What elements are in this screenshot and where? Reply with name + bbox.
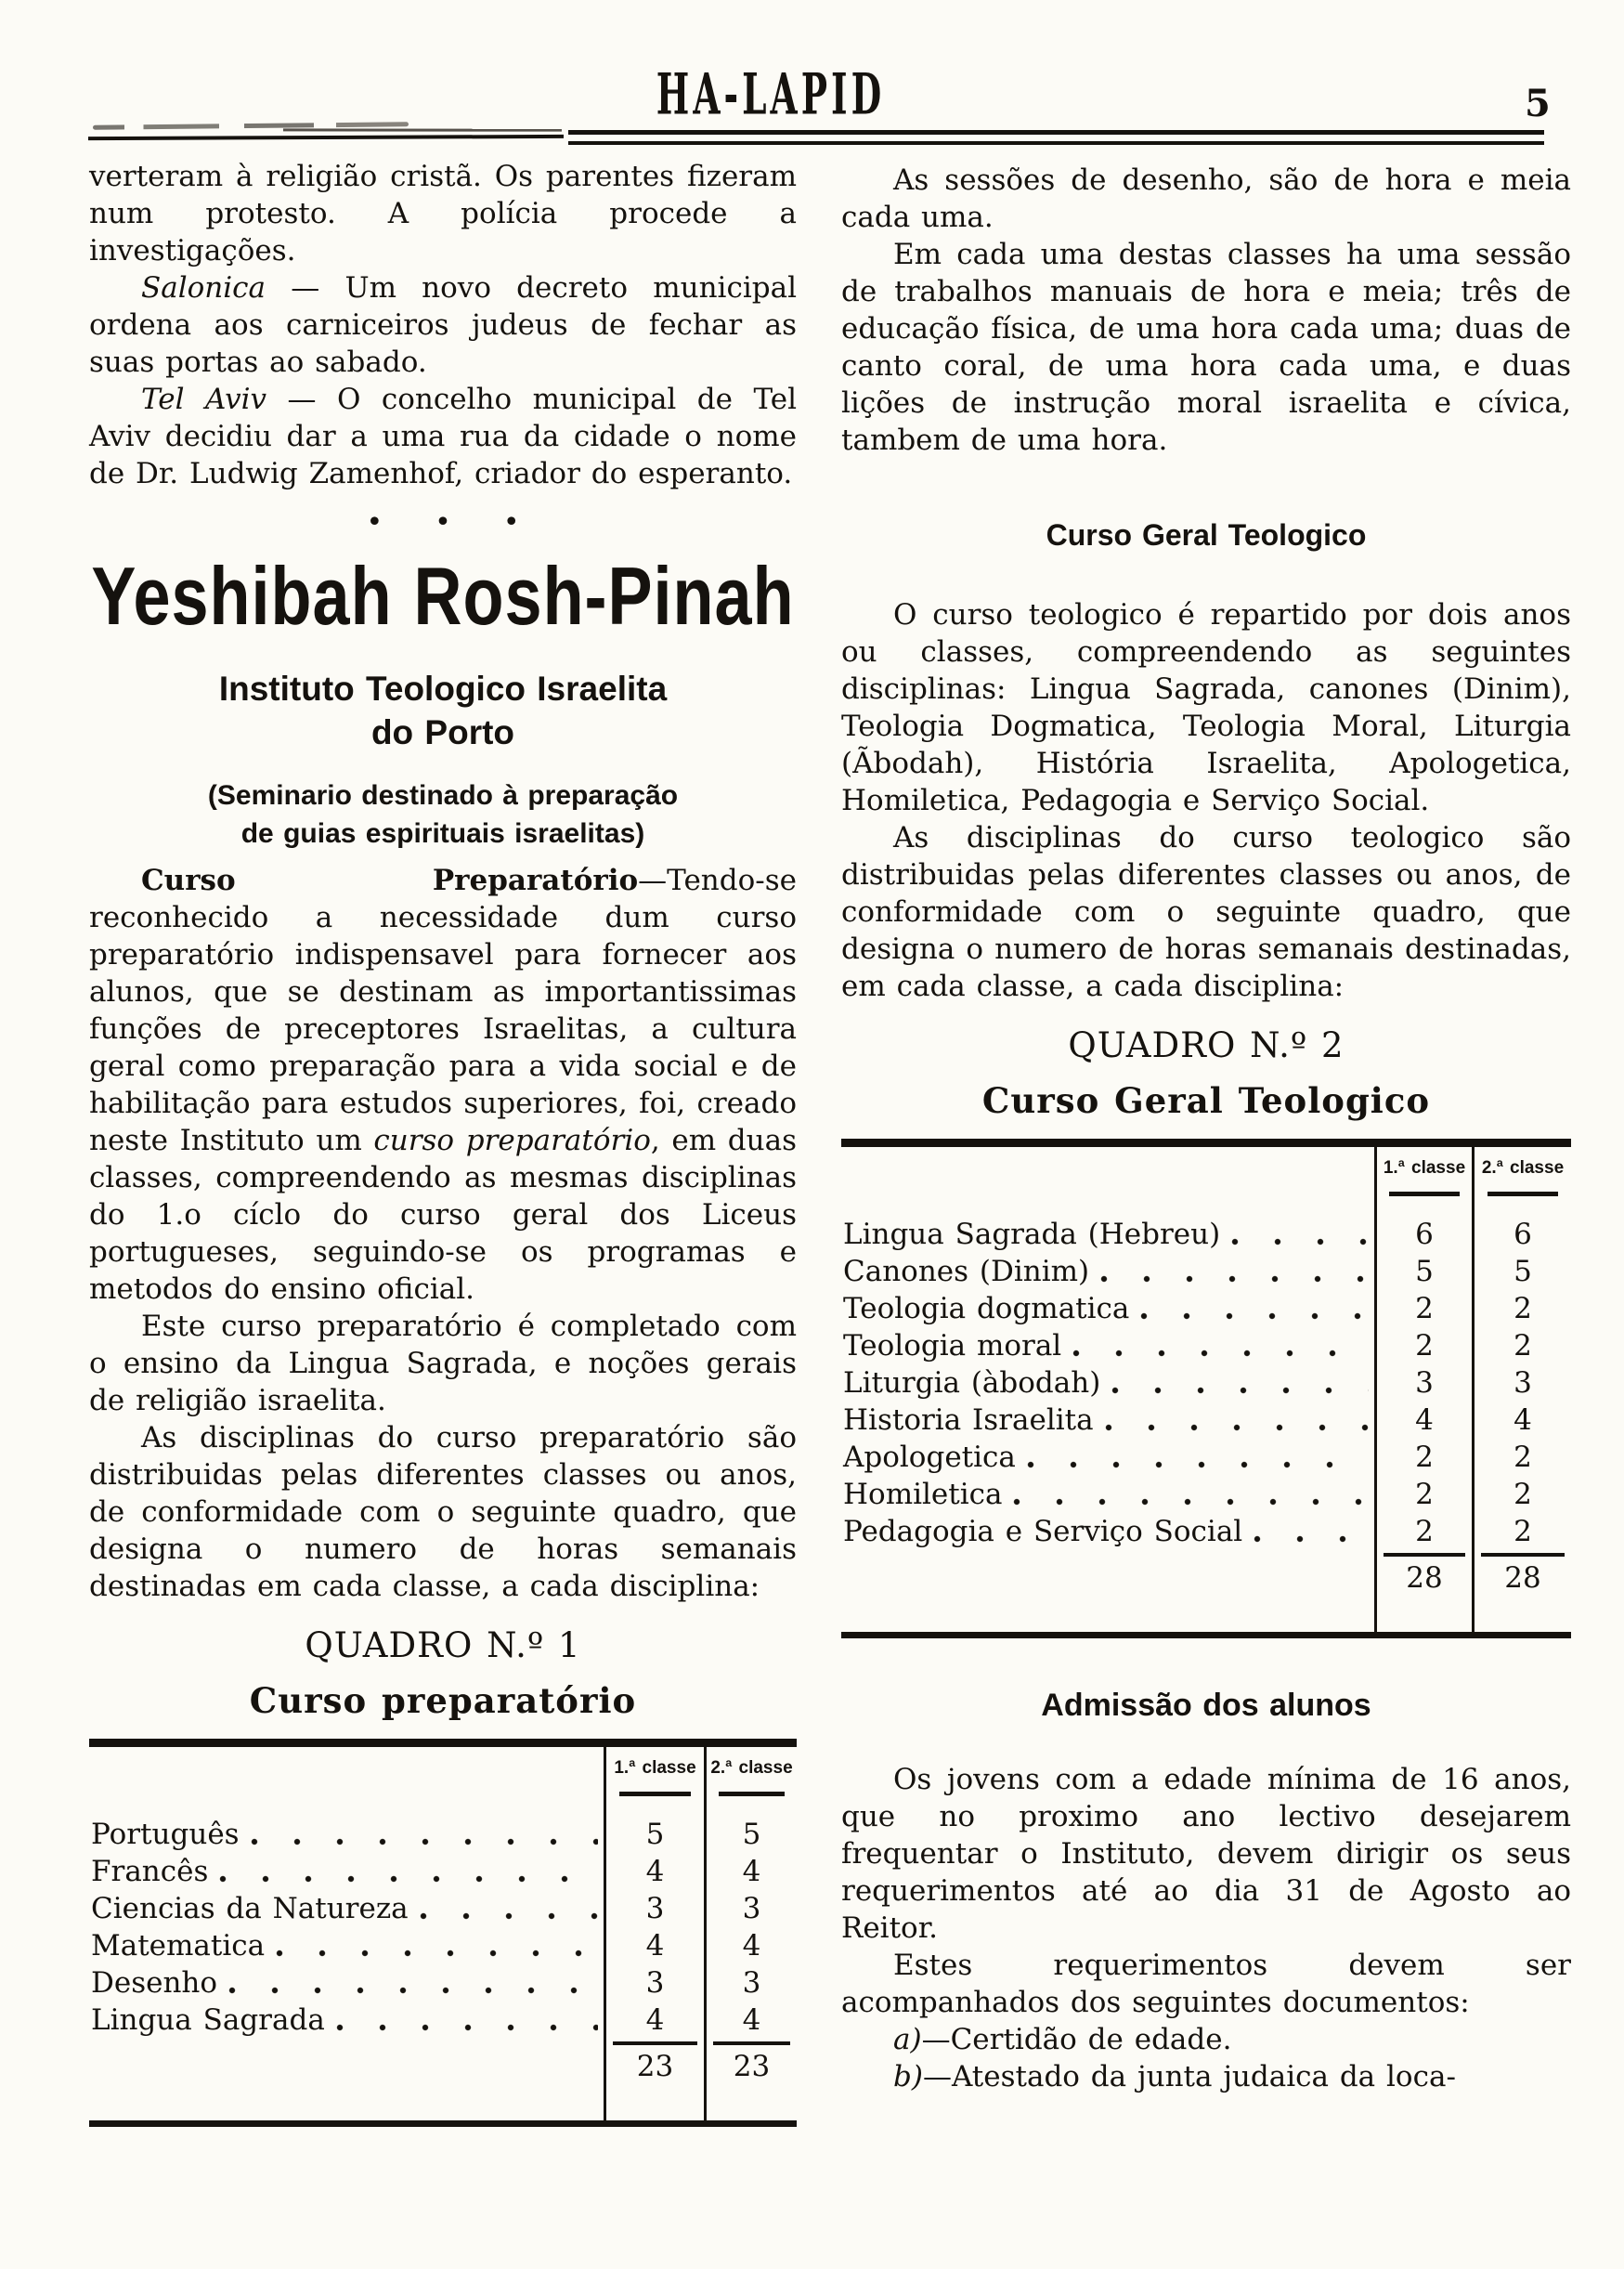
row-label-cell <box>841 1253 1374 1290</box>
italic-phrase: curso preparatório <box>373 1124 651 1157</box>
row-value-col1: 3 <box>604 1890 704 1927</box>
total-col1 <box>604 2039 704 2091</box>
header-rule-right <box>568 130 1544 145</box>
paragraph: Estes requerimentos devem ser acompanhados dos seguintes documentos: <box>841 1949 1571 2019</box>
row-value-col2: 4 <box>704 1853 797 1890</box>
row-value-col1: 4 <box>604 2002 704 2039</box>
list-marker: a) <box>893 2023 922 2056</box>
row-label: Pedagogia e Serviço Social <box>843 1515 1243 1548</box>
row-value-col2: 4 <box>1472 1402 1571 1439</box>
table-header-row <box>89 1747 797 1816</box>
total-value: 28 <box>1504 1561 1541 1595</box>
document-list-item <box>841 2021 1571 2058</box>
subtitle-line: Instituto Teologico Israelita <box>218 670 668 708</box>
list-marker: b) <box>893 2060 923 2093</box>
paragraph-lead: Curso Preparatório <box>141 864 639 897</box>
dots-separator: ••• <box>366 506 572 539</box>
table-kicker: QUADRO N.º 2 <box>1068 1025 1345 1065</box>
table-row <box>841 1439 1571 1476</box>
dot-leader <box>1100 1274 1369 1284</box>
row-label: Historia Israelita <box>843 1403 1094 1437</box>
row-label-cell <box>89 1964 604 2002</box>
total-rule <box>1384 1553 1465 1557</box>
list-text: —Atestado da junta judaica da loca- <box>922 2060 1456 2093</box>
row-value-col2: 2 <box>1472 1327 1571 1364</box>
row-label-cell <box>89 1853 604 1890</box>
row-label-cell <box>841 1513 1374 1550</box>
dot-leader <box>1013 1497 1369 1506</box>
news-item-telaviv <box>89 381 797 492</box>
row-value-col2: 5 <box>704 1816 797 1853</box>
dot-leader <box>1027 1460 1369 1469</box>
dot-leader <box>228 1986 598 1995</box>
table-body <box>841 1216 1571 1550</box>
paragraph-continuation: verteram à religião cristã. Os parentes fizeram num protesto. A polícia procede a investigações. <box>89 160 797 267</box>
spacer-cell <box>841 1602 1374 1632</box>
row-label: Liturgia (àbodah) <box>843 1366 1101 1400</box>
table-row <box>89 2002 797 2039</box>
table-row <box>841 1402 1571 1439</box>
row-value-col1: 3 <box>604 1964 704 2002</box>
column-header-label: 2.ª classe <box>710 1758 793 1778</box>
table-row <box>841 1327 1571 1364</box>
table-curso-geral-teologico <box>841 1139 1571 1638</box>
row-value-col2: 2 <box>1472 1476 1571 1513</box>
article-title: Yeshibah Rosh-Pinah <box>91 552 795 643</box>
table-row <box>841 1253 1571 1290</box>
spacer-cell <box>89 2091 604 2120</box>
paragraph-text: , em duas classes, compreendendo as mesmas disciplinas do 1.o cíclo do curso geral dos Liceus portugueses, seguindo-se os programas e metodos do ensino oficial. <box>89 1124 797 1306</box>
row-label: Canones (Dinim) <box>843 1255 1090 1288</box>
column-header-underline <box>619 1792 692 1796</box>
document-list <box>841 2021 1571 2095</box>
table-row <box>89 1816 797 1853</box>
dot-leader <box>251 1837 598 1846</box>
row-label: Ciencias da Natureza <box>91 1892 409 1925</box>
column-header-label: 1.ª classe <box>614 1758 696 1778</box>
table-row <box>89 1890 797 1927</box>
row-value-col1: 4 <box>604 1853 704 1890</box>
dot-leader <box>336 2023 598 2032</box>
news-dateline: Tel Aviv <box>141 383 267 416</box>
row-label-cell <box>841 1402 1374 1439</box>
spacer-cell <box>1472 1602 1571 1632</box>
row-label-cell <box>89 1816 604 1853</box>
paragraph-text: —Tendo-se reconhecido a necessidade dum curso preparatório indispensavel para fornecer aos alunos, que se destinam as importantissimas funções de preceptores Israelitas, a cultura geral como preparação para a vida social e de habilitação para estudos superiores, foi, creado neste Instituto um <box>89 864 797 1157</box>
paragraph: Este curso preparatório é completado com o ensino da Lingua Sagrada, e noções gerais de religião israelita. <box>89 1310 797 1417</box>
row-value-col1: 2 <box>1374 1327 1472 1364</box>
row-value-col1: 2 <box>1374 1439 1472 1476</box>
row-label: Apologetica <box>843 1441 1016 1474</box>
table-header-col2 <box>704 1747 797 1816</box>
news-item-salonica <box>89 269 797 381</box>
row-label-cell <box>89 2002 604 2039</box>
article-note <box>89 776 797 853</box>
dot-leader <box>1231 1237 1369 1246</box>
table-row <box>841 1513 1571 1550</box>
total-col2 <box>1472 1550 1571 1602</box>
table-row <box>89 1964 797 2002</box>
table-body <box>89 1816 797 2039</box>
row-value-col1: 3 <box>1374 1364 1472 1402</box>
news-body: — O concelho municipal de Tel Aviv decidiu dar a uma rua da cidade o nome de Dr. Ludwig Zamenhof, criador do esperanto. <box>89 383 797 490</box>
section-heading-curso-geral: Curso Geral Teologico <box>1046 518 1367 552</box>
paragraph: Os jovens com a edade mínima de 16 anos, que no proximo ano lectivo desejarem frequentar o Instituto, devem dirigir os seus requerimentos até ao dia 31 de Agosto ao Reitor. <box>841 1763 1571 1945</box>
row-label-cell <box>841 1327 1374 1364</box>
table-header-col1 <box>1374 1147 1472 1216</box>
table-row <box>841 1290 1571 1327</box>
table-row <box>89 1927 797 1964</box>
table-curso-preparatorio <box>89 1739 797 2127</box>
row-label-cell <box>89 1890 604 1927</box>
dot-leader <box>1072 1349 1369 1358</box>
table-header-row <box>841 1147 1571 1216</box>
row-value-col2: 4 <box>704 2002 797 2039</box>
table-spacer-row <box>89 2091 797 2120</box>
row-label: Lingua Sagrada <box>91 2003 325 2037</box>
newspaper-title: HA-LAPID <box>656 61 886 129</box>
row-label-cell <box>841 1290 1374 1327</box>
row-label-cell <box>841 1476 1374 1513</box>
dot-leader <box>219 1874 598 1884</box>
row-value-col2: 2 <box>1472 1290 1571 1327</box>
table-total-row <box>841 1550 1571 1602</box>
row-label: Desenho <box>91 1966 218 2000</box>
column-header-underline <box>1389 1192 1459 1196</box>
document-list-item <box>841 2058 1571 2095</box>
dot-leader <box>420 1911 598 1921</box>
total-rule <box>713 2041 790 2045</box>
row-label: Francês <box>91 1855 209 1888</box>
table-total-row <box>89 2039 797 2091</box>
spacer-cell <box>604 2091 704 2120</box>
dot-leader <box>1254 1534 1369 1544</box>
dot-leader <box>276 1949 598 1958</box>
row-value-col1: 2 <box>1374 1513 1472 1550</box>
row-value-col2: 3 <box>704 1890 797 1927</box>
row-label: Teologia moral <box>843 1329 1062 1363</box>
table-row <box>89 1853 797 1890</box>
row-value-col1: 5 <box>604 1816 704 1853</box>
page-number: 5 <box>1525 82 1551 125</box>
paragraph-curso-preparatorio <box>89 862 797 1308</box>
table-header-col1 <box>604 1747 704 1816</box>
row-label-cell <box>841 1216 1374 1253</box>
row-label: Homiletica <box>843 1478 1003 1511</box>
column-header-underline <box>719 1792 786 1796</box>
row-value-col1: 4 <box>604 1927 704 1964</box>
news-dateline: Salonica <box>141 271 266 305</box>
row-value-col1: 2 <box>1374 1290 1472 1327</box>
left-column <box>89 158 797 2127</box>
note-line: de guias espirituais israelitas) <box>240 818 645 849</box>
dot-leader <box>1140 1311 1369 1321</box>
masthead <box>0 61 1541 129</box>
dot-leader <box>1105 1423 1369 1432</box>
table-row <box>841 1364 1571 1402</box>
total-col2 <box>704 2039 797 2091</box>
section-heading-admissao: Admissão dos alunos <box>1041 1688 1371 1723</box>
row-value-col1: 6 <box>1374 1216 1472 1253</box>
row-value-col1: 2 <box>1374 1476 1472 1513</box>
paragraph: Em cada uma destas classes ha uma sessão de trabalhos manuais de hora e meia; três de educação física, de uma hora cada uma; duas de canto coral, de uma hora cada uma, e duas lições de instrução moral israelita e cívica, tambem de uma hora. <box>841 238 1571 457</box>
table-spacer-row <box>841 1602 1571 1632</box>
article-subtitle <box>89 667 797 754</box>
table-header-col2 <box>1472 1147 1571 1216</box>
dot-leader <box>1111 1386 1369 1395</box>
column-header-label: 2.ª classe <box>1481 1158 1565 1178</box>
paragraph: As sessões de desenho, são de hora e meia cada uma. <box>841 163 1571 234</box>
table-header-empty <box>841 1147 1374 1216</box>
total-value: 23 <box>733 2050 771 2083</box>
row-label: Português <box>91 1818 240 1851</box>
row-value-col2: 5 <box>1472 1253 1571 1290</box>
row-value-col2: 6 <box>1472 1216 1571 1253</box>
row-value-col2: 3 <box>1472 1364 1571 1402</box>
note-line: (Seminario destinado à preparação <box>207 780 679 811</box>
row-label: Matematica <box>91 1929 266 1963</box>
subtitle-line: do Porto <box>370 713 515 751</box>
paragraph: As disciplinas do curso teologico são distribuidas pelas diferentes classes ou anos, de conformidade com o seguinte quadro, que designa o numero de horas semanais destinadas, em cada classe, a cada disciplina: <box>841 821 1571 1003</box>
table-row <box>841 1216 1571 1253</box>
total-rule <box>613 2041 696 2045</box>
row-label-cell <box>89 1927 604 1964</box>
total-value: 23 <box>636 2050 674 2083</box>
row-value-col1: 5 <box>1374 1253 1472 1290</box>
paragraph: O curso teologico é repartido por dois anos ou classes, compreendendo as seguintes disciplinas: Lingua Sagrada, canones (Dinim), Teologia Dogmatica, Teologia Moral, Liturgia (Ãbodah), História Israelita, Apologetica, Homiletica, Pedagogia e Serviço Social. <box>841 598 1571 817</box>
right-column <box>841 162 1571 2095</box>
table-row <box>841 1476 1571 1513</box>
list-text: —Certidão de edade. <box>921 2023 1232 2056</box>
row-value-col2: 2 <box>1472 1439 1571 1476</box>
row-label: Lingua Sagrada (Hebreu) <box>843 1218 1221 1251</box>
total-rule <box>1481 1553 1564 1557</box>
column-header-underline <box>1488 1192 1559 1196</box>
row-label: Teologia dogmatica <box>843 1292 1130 1325</box>
row-value-col2: 4 <box>704 1927 797 1964</box>
spacer-cell <box>704 2091 797 2120</box>
news-body: — Um novo decreto municipal ordena aos carniceiros judeus de fechar as suas portas ao sabado. <box>89 271 797 379</box>
row-label-cell <box>841 1439 1374 1476</box>
row-label-cell <box>841 1364 1374 1402</box>
total-empty-cell <box>89 2039 604 2091</box>
row-value-col2: 3 <box>704 1964 797 2002</box>
total-col1 <box>1374 1550 1472 1602</box>
table-title: Curso preparatório <box>249 1680 637 1721</box>
row-value-col2: 2 <box>1472 1513 1571 1550</box>
paragraph: As disciplinas do curso preparatório são distribuidas pelas diferentes classes ou anos, de conformidade com o seguinte quadro, que designa o numero de horas semanais destinadas em cada classe, a cada disciplina: <box>89 1421 797 1603</box>
column-header-label: 1.ª classe <box>1383 1158 1466 1178</box>
total-empty-cell <box>841 1550 1374 1602</box>
total-value: 28 <box>1406 1561 1443 1595</box>
header-rule-left <box>88 135 564 140</box>
spacer-cell <box>1374 1602 1472 1632</box>
table-kicker: QUADRO N.º 1 <box>305 1625 581 1665</box>
row-value-col1: 4 <box>1374 1402 1472 1439</box>
table-title: Curso Geral Teologico <box>981 1080 1431 1121</box>
table-header-empty <box>89 1747 604 1816</box>
